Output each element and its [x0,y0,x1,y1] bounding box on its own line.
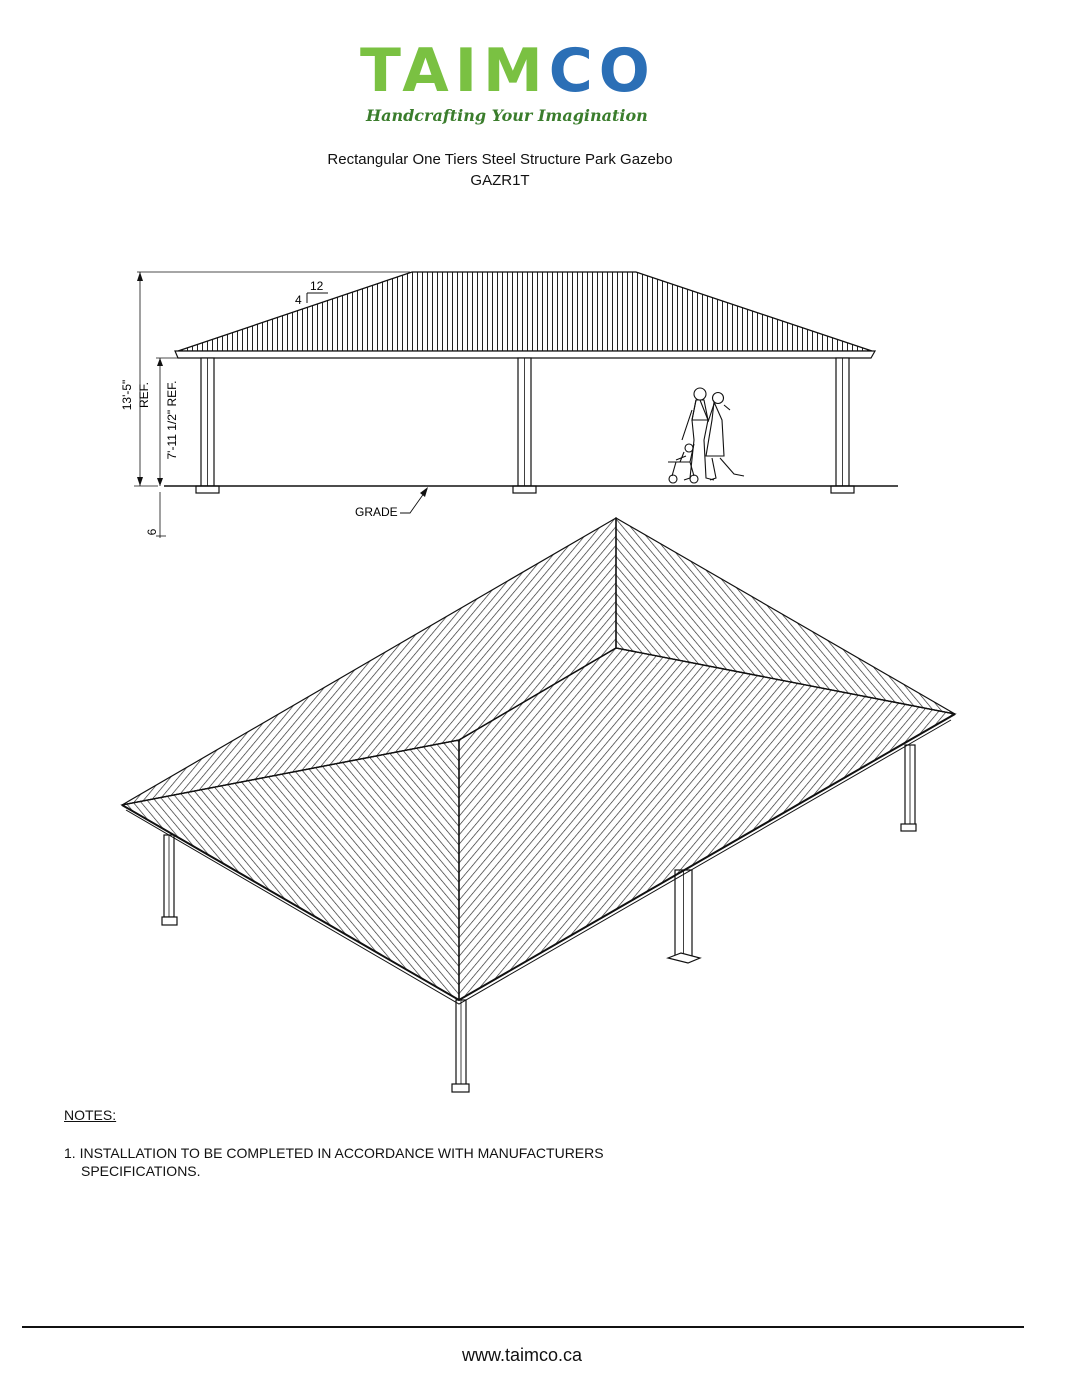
drawing-title: Rectangular One Tiers Steel Structure Park Gazebo [327,151,673,168]
elevation-post [831,358,854,493]
overall-height-label: 13'-5" [120,379,134,411]
elevation-roof [178,272,872,351]
grade-callout [355,487,428,519]
notes-heading: NOTES: [64,1107,117,1123]
isometric-view [122,518,955,1092]
people-scale-figure [668,388,744,483]
logo-tagline: Handcrafting Your Imagination [366,106,648,125]
elevation-post [196,358,219,493]
below-grade-dimension [145,492,166,538]
pitch-rise-label: 4 [295,293,302,307]
elevation-post [513,358,536,493]
iso-post [668,870,700,963]
model-code: GAZR1T [470,172,530,189]
footer-rule [22,1326,1024,1328]
iso-post [162,835,177,925]
clear-height-dimension [156,358,179,486]
iso-roof-front-right [459,648,955,1000]
overall-height-ref: REF. [137,381,151,409]
elevation-fascia [175,351,875,358]
pitch-run-label: 12 [310,279,324,293]
logo-word-blue: CO [548,36,656,106]
logo-word-green: TAIM [360,36,549,106]
notes-section [64,1106,701,1180]
side-elevation [120,272,898,538]
note-item: 1. INSTALLATION TO BE COMPLETED IN ACCORDANCE WITH MANUFACTURERS SPECIFICATIONS. [64,1145,604,1179]
below-grade-label: 6 [145,528,159,536]
iso-post [452,1000,469,1092]
grade-label: GRADE [355,505,398,519]
iso-post [901,745,916,831]
clear-height-label: 7'-11 1/2" REF. [165,380,179,460]
footer-url: www.taimco.ca [461,1345,583,1365]
